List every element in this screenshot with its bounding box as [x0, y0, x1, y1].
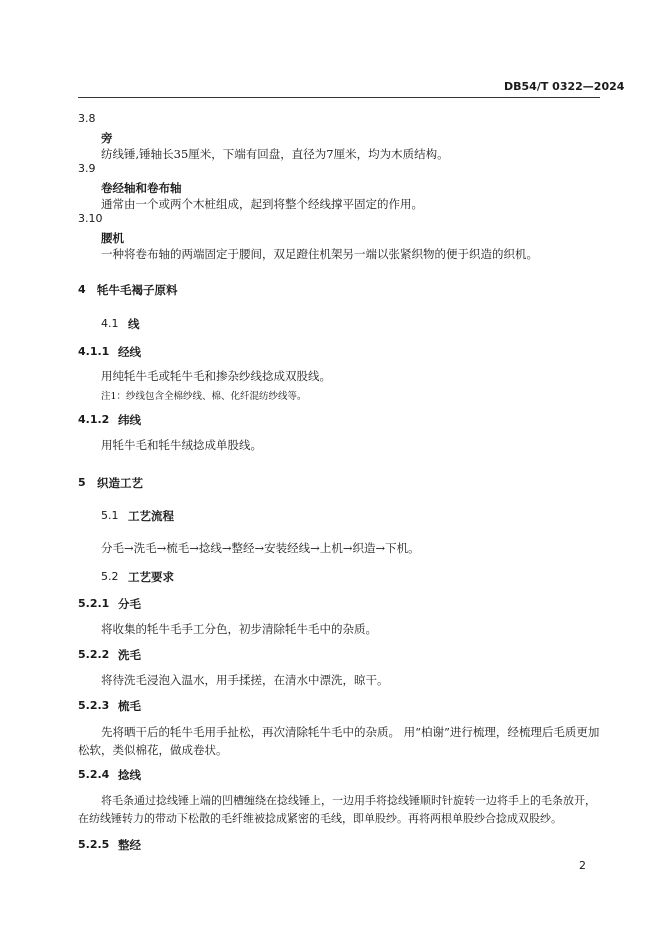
clause-title-4-1: 线: [128, 317, 140, 331]
document-code: DB54/T 0322—2024: [504, 80, 625, 93]
chapter-number-5: 5: [78, 476, 86, 489]
term-3-10: 腰机: [101, 231, 124, 245]
clause-title-5-2-3: 梳毛: [118, 699, 141, 713]
clause-number-5-1: 5.1: [101, 509, 119, 522]
chapter-title-4: 牦牛毛褐子原料: [97, 283, 178, 297]
paragraph-5-2-1: 将收集的牦牛毛手工分色，初步清除牦牛毛中的杂质。: [101, 622, 377, 636]
clause-number-5-2: 5.2: [101, 570, 119, 583]
paragraph-5-2-4: 将毛条通过捻线锤上端的凹槽缠绕在捻线锤上，一边用手将捻线锤顺时针旋转一边将手上的毛条放开，在纺线锤转力的带动下松散的毛纤维被捻成紧密的毛线，即单股纱。再将两根单股纱合捻成双股纱。: [78, 794, 596, 825]
definition-3-10: 一种将卷布轴的两端固定于腰间，双足蹬住机架另一端以张紧织物的便于织造的织机。: [101, 247, 538, 261]
clause-title-4-1-1: 经线: [118, 345, 141, 359]
clause-number-5-2-3: 5.2.3: [78, 699, 110, 712]
clause-number-5-2-5: 5.2.5: [78, 838, 110, 851]
chapter-title-5: 织造工艺: [97, 476, 143, 490]
clause-number-3-9: 3.9: [78, 162, 96, 175]
paragraph-5-2-2: 将待洗毛浸泡入温水，用手揉搓，在清水中漂洗，晾干。: [101, 673, 389, 687]
clause-title-5-1: 工艺流程: [128, 509, 174, 523]
chapter-number-4: 4: [78, 283, 86, 296]
term-3-8: 旁: [101, 131, 113, 145]
clause-title-5-2-1: 分毛: [118, 597, 141, 611]
paragraph-4-1-1: 用纯牦牛毛或牦牛毛和掺杂纱线捻成双股线。: [101, 369, 331, 383]
clause-number-5-2-4: 5.2.4: [78, 768, 110, 781]
clause-number-3-10: 3.10: [78, 212, 103, 225]
clause-title-5-2: 工艺要求: [128, 570, 174, 584]
clause-title-5-2-2: 洗毛: [118, 648, 141, 662]
clause-title-4-1-2: 纬线: [118, 413, 141, 427]
clause-number-4-1-2: 4.1.2: [78, 413, 110, 426]
definition-3-8: 纺线锤,锤轴长35厘米，下端有回盘，直径为7厘米，均为木质结构。: [101, 147, 449, 161]
clause-title-5-2-5: 整经: [118, 838, 141, 852]
page-number: 2: [579, 859, 586, 872]
term-3-9: 卷经轴和卷布轴: [101, 181, 182, 195]
clause-number-5-2-2: 5.2.2: [78, 648, 110, 661]
header-rule: [78, 97, 600, 98]
note-4-1-1: 注1：纱线包含全棉纱线、棉、化纤混纺纱线等。: [101, 391, 307, 402]
definition-3-9: 通常由一个或两个木桩组成，起到将整个经线撑平固定的作用。: [101, 197, 423, 211]
clause-number-4-1-1: 4.1.1: [78, 345, 110, 358]
clause-number-3-8: 3.8: [78, 112, 96, 125]
paragraph-5-2-3: 先将晒干后的牦牛毛用手扯松，再次清除牦牛毛中的杂质。 用“柏谢”进行梳理，经梳理后毛质更加松软，类似棉花，做成卷状。: [78, 725, 600, 757]
clause-number-4-1: 4.1: [101, 317, 119, 330]
clause-number-5-2-1: 5.2.1: [78, 597, 110, 610]
process-flow: 分毛→洗毛→梳毛→捻线→整经→安装经线→上机→织造→下机。: [101, 541, 420, 555]
clause-title-5-2-4: 捻线: [118, 768, 141, 782]
paragraph-4-1-2: 用牦牛毛和牦牛绒捻成单股线。: [101, 438, 262, 452]
